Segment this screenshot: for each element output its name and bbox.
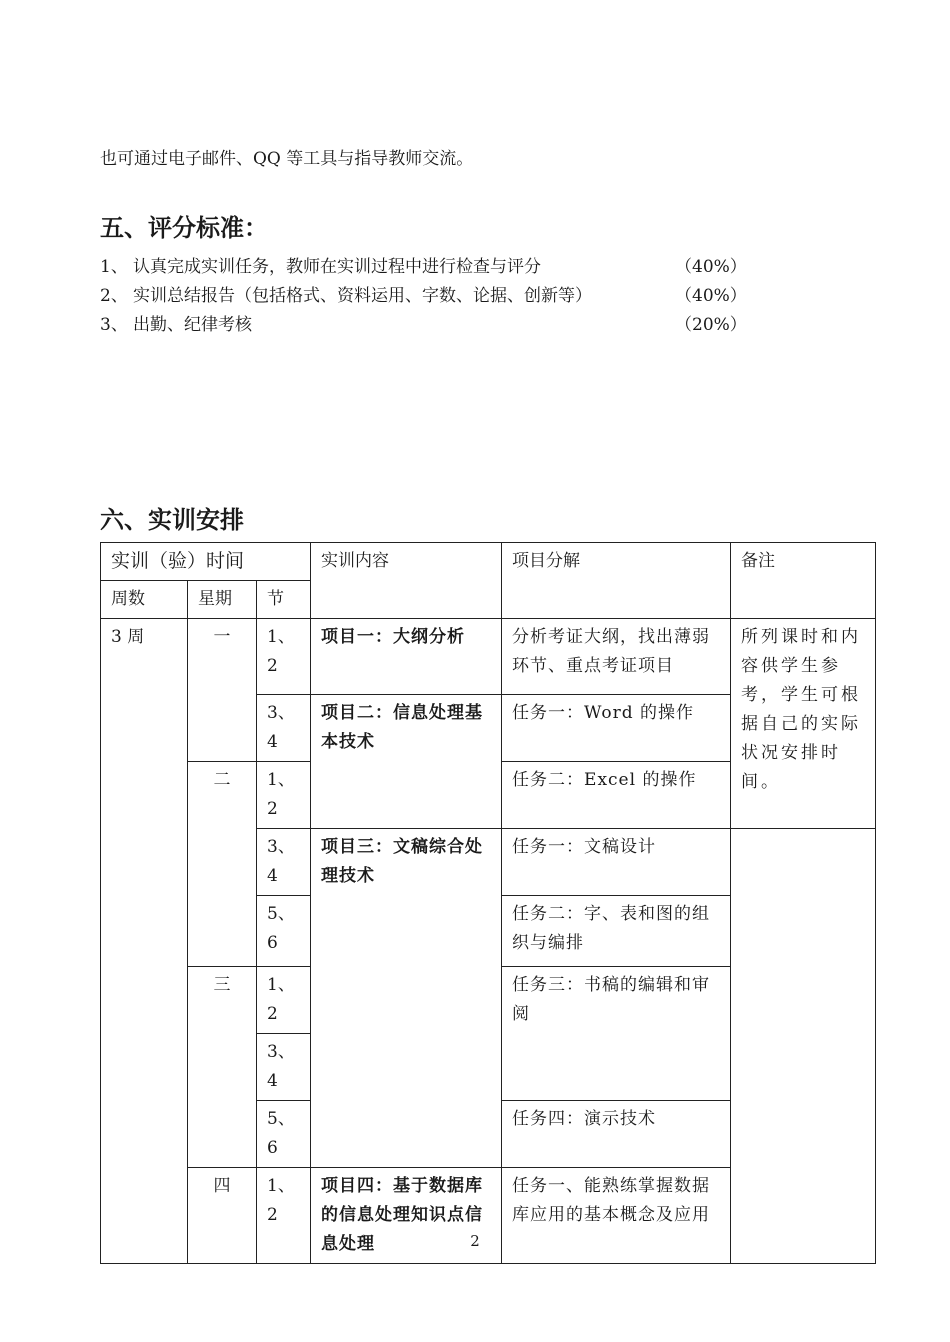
criterion-number: 1、 — [100, 257, 128, 277]
criterion-weight: （40%） — [675, 286, 747, 306]
criterion-text: 实训总结报告（包括格式、资料运用、字数、论据、创新等） — [133, 286, 592, 306]
section-5-title: 五、评分标准： — [100, 214, 268, 242]
day-4: 四 — [188, 1168, 257, 1264]
task-cell: 任务二：字、表和图的组织与编排 — [502, 896, 731, 967]
task-cell: 分析考证大纲，找出薄弱环节、重点考证项目 — [502, 619, 731, 695]
period-cell: 1、2 — [257, 967, 311, 1034]
project-1: 项目一：大纲分析 — [311, 619, 502, 695]
criterion-weight: （40%） — [675, 257, 747, 277]
period-cell: 1、2 — [257, 762, 311, 829]
criterion-number: 2、 — [100, 286, 128, 306]
header-period: 节 — [257, 581, 311, 619]
period-cell: 3、4 — [257, 695, 311, 762]
period-cell: 5、6 — [257, 1101, 311, 1168]
note-cell: 所列课时和内容供学生参考，学生可根据自己的实际状况安排时间。 — [731, 619, 876, 829]
page-number: 2 — [470, 1232, 480, 1250]
period-cell: 5、6 — [257, 896, 311, 967]
project-4: 项目四：基于数据库的信息处理知识点信息处理 — [311, 1168, 502, 1264]
criterion-2 — [100, 281, 747, 307]
task-cell: 任务四：演示技术 — [502, 1101, 731, 1168]
header-breakdown: 项目分解 — [502, 543, 731, 619]
header-day: 星期 — [188, 581, 257, 619]
header-weeks: 周数 — [101, 581, 188, 619]
criterion-text: 认真完成实训任务，教师在实训过程中进行检查与评分 — [133, 257, 541, 277]
project-2: 项目二：信息处理基本技术 — [311, 695, 502, 829]
period-cell: 3、4 — [257, 829, 311, 896]
task-cell: 任务一：Word 的操作 — [502, 695, 731, 762]
criterion-weight: （20%） — [675, 315, 747, 335]
task-cell: 任务三：书稿的编辑和审阅 — [502, 967, 731, 1101]
day-2: 二 — [188, 762, 257, 967]
criterion-3 — [100, 310, 747, 336]
intro-text: 也可通过电子邮件、QQ 等工具与指导教师交流。 — [100, 149, 474, 169]
schedule-table — [100, 542, 876, 1264]
project-3: 项目三：文稿综合处理技术 — [311, 829, 502, 1168]
header-content: 实训内容 — [311, 543, 502, 619]
day-1: 一 — [188, 619, 257, 762]
task-cell: 任务二：Excel 的操作 — [502, 762, 731, 829]
task-cell: 任务一：文稿设计 — [502, 829, 731, 896]
header-time: 实训（验）时间 — [101, 543, 311, 581]
section-6-title: 六、实训安排 — [100, 506, 244, 534]
criterion-number: 3、 — [100, 315, 128, 335]
period-cell: 1、2 — [257, 619, 311, 695]
period-cell: 3、4 — [257, 1034, 311, 1101]
task-cell: 任务一、能熟练掌握数据库应用的基本概念及应用 — [502, 1168, 731, 1264]
criterion-1 — [100, 252, 747, 278]
note-empty — [731, 829, 876, 1264]
period-cell: 1、2 — [257, 1168, 311, 1264]
week-count: 3 周 — [101, 619, 188, 1264]
day-3: 三 — [188, 967, 257, 1168]
criterion-text: 出勤、纪律考核 — [133, 315, 252, 335]
header-note: 备注 — [731, 543, 876, 619]
